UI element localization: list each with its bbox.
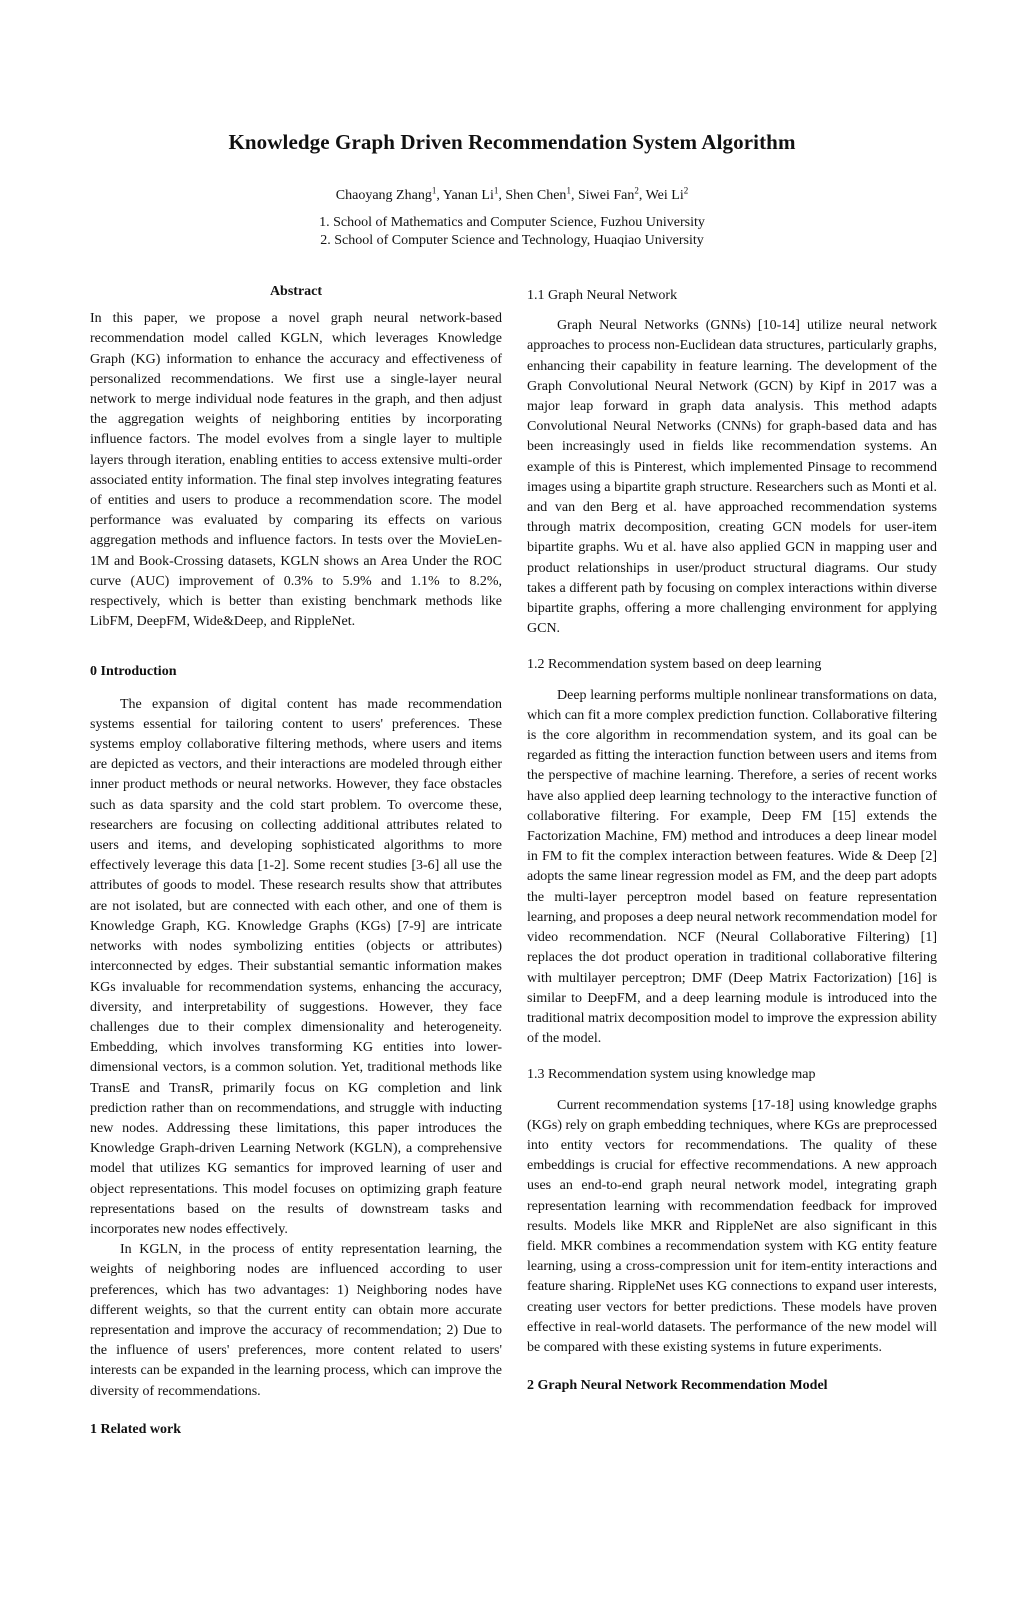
introduction-paragraph: In KGLN, in the process of entity representation learning, the weights of neighboring nodes are influenced according to user preferences, which has two advantages: 1) Neighboring nodes have different weights, so that the current entity can obtain more accurate representation and improve the accuracy of recommendation; 2) Due to the influence of users' preferences, more content related to users' interests can be expanded in the learning process, which can improve the diversity of recommendations. — [90, 1242, 502, 1399]
subsection-heading-knowledge-map: 1.3 Recommendation system using knowledge map — [527, 1067, 816, 1083]
affiliation-list — [0, 214, 1024, 250]
section-heading-related-work: 1 Related work — [90, 1421, 181, 1437]
affiliation: 2. School of Computer Science and Technology, Huaqiao University — [320, 233, 704, 248]
author-affiliation-mark: 2 — [683, 185, 689, 196]
section-heading-gnn-recommendation-model: 2 Graph Neural Network Recommendation Model — [527, 1378, 828, 1394]
subsection-heading-gnn: 1.1 Graph Neural Network — [527, 288, 678, 303]
left-column — [90, 282, 502, 1440]
section-heading-introduction: 0 Introduction — [90, 664, 177, 680]
author-affiliation-mark: 1 — [431, 185, 437, 196]
knowledge-map-paragraph: Current recommendation systems [17-18] using knowledge graphs (KGs) rely on graph embedding techniques, where KGs are preprocessed into entity vectors for recommendations. The quality of these embeddings is crucial for effective recommendations. A new approach uses an end-to-end graph neural network model, integrating graph representation learning with recommendation feedback for improved results. Models like MKR and RippleNet are also significant in this field. MKR combines a recommendation system with KG entity feature learning, using a cross-compression unit for item-entity interactions and feature sharing. RippleNet uses KG connections to expand user interests, creating user vectors for better predictions. These models have proven effective in real-world datasets. The performance of the new model will be compared with these existing systems in future experiments. — [527, 1097, 937, 1355]
right-column — [527, 286, 937, 1396]
author-affiliation-mark: 1 — [566, 185, 571, 196]
abstract-text: In this paper, we propose a novel graph neural network-based recommendation model called KGLN, which leverages Knowledge Graph (KG) information to enhance the accuracy and effectiveness of personalized recommendations. We first use a single-layer neural network to merge individual node features in the graph, and then adjust the aggregation weights of neighboring entities by incorporating influence factors. The model evolves from a single layer to multiple layers through iteration, enabling entities to access extensive multi-order associated entity information. The final step involves integrating features of entities and users to produce a recommendation score. The model performance was evaluated by comparing its effects on various aggregation methods and influence factors. In tests over the MovieLen-1M and Book-Crossing datasets, KGLN shows an Area Under the ROC curve (AUC) improvement of 0.3% to 5.9% and 1.1% to 8.2%, respectively, which is better than existing benchmark methods like LibFM, DeepFM, Wide&Deep, and RippleNet. — [90, 311, 502, 630]
introduction-paragraph: The expansion of digital content has made recommendation systems essential for tailoring content to users' preferences. These systems employ collaborative filtering methods, where users and items are depicted as vectors, and their interactions are modeled through either inner product methods or neural networks. However, they face obstacles such as data sparsity and the cold start problem. To overcome these, researchers are focusing on collecting additional attributes related to users and items, and developing sophisticated algorithms to more effectively leverage this data [1-2]. Some recent studies [3-6] all use the attributes of goods to model. These research results show that attributes are not isolated, but are connected with each other, and one of them is Knowledge Graph, KG. Knowledge Graphs (KGs) [7-9] are intricate networks with nodes symbolizing entities (objects or attributes) interconnected by edges. Their substantial semantic information makes KGs invaluable for recommendation systems, enhancing the accuracy, diversity, and interpretability of suggestions. However, they face challenges due to their complex dimensionality and heterogeneity. Embedding, which involves transforming KG entities into lower-dimensional vectors, is a common solution. Yet, traditional methods like TransE and TransR, primarily focus on KG completion and link prediction rather than on recommendations, and struggle with inducting new nodes. Addressing these limitations, this paper introduces the Knowledge Graph-driven Learning Network (KGLN), a comprehensive model that utilizes KG semantics for improved learning of user and object representations. This model focuses on optimizing graph feature representations based on the results of downstream tasks and incorporates new nodes effectively. — [90, 696, 502, 1237]
gnn-paragraph: Graph Neural Networks (GNNs) [10-14] utilize neural network approaches to process non-Euclidean data structures, particularly graphs, enhancing their capability in feature learning. The development of the Graph Convolutional Neural Network (GCN) by Kipf in 2017 was a major leap forward in graph data analysis. This method adapts Convolutional Neural Networks (CNNs) for graph-based data and has been increasingly used in fields like recommendation systems. An example of this is Pinterest, which implemented Pinsage to recommend images using a bipartite graph structure. Researchers such as Monti et al. and van den Berg et al. have approached recommendation systems through matrix decomposition, creating GCN models for user-item bipartite graphs. Wu et al. have also applied GCN in mapping user and product relationships in user/product structural diagrams. Our study takes a different path by focusing on complex interactions within diverse bipartite graphs, offering a more challenging environment for applying GCN. — [527, 318, 937, 637]
subsection-heading-deep-learning: 1.2 Recommendation system based on deep learning — [527, 657, 822, 673]
author-affiliation-mark: 2 — [634, 185, 639, 196]
affiliation: 1. School of Mathematics and Computer Science, Fuzhou University — [319, 215, 705, 230]
author: Yanan Li — [442, 188, 494, 203]
author-affiliation-mark: 1 — [493, 185, 499, 196]
abstract-heading: Abstract — [269, 284, 323, 299]
author-list: Chaoyang Zhang$^1$, Yanan Li$^1$, Shen Chen$^1$, Siwei Fan$^2$, Wei Li$^2$ — [335, 185, 689, 203]
deep-learning-paragraph: Deep learning performs multiple nonlinear transformations on data, which can fit a more complex prediction function. Collaborative filtering is the core algorithm in recommendation system, and its goal can be regarded as fitting the interaction function between users and items from the perspective of machine learning. Therefore, a series of recent works have also applied deep learning technology to the interactive function of collaborative filtering. For example, Deep FM [15] extends the Factorization Machine, FM) method and introduces a deep linear model in FM to fit the complex interaction between features. Wide & Deep [2] adopts the same linear regression model as FM, and the deep part adopts the multi-layer perceptron model based on feature representation learning, and proposes a deep neural network recommendation model for video recommendation. NCF (Neural Collaborative Filtering) [1] replaces the dot product operation in traditional collaborative filtering with multilayer perceptron; DMF (Deep Matrix Factorization) [16] is similar to DeepFM, and a deep learning module is introduced into the traditional matrix decomposition model to improve the expression ability of the model. — [527, 687, 937, 1047]
author: Chaoyang Zhang — [335, 188, 432, 203]
author: Siwei Fan — [577, 188, 635, 203]
paper-title: Knowledge Graph Driven Recommendation System Algorithm — [228, 130, 796, 154]
author: Shen Chen — [505, 188, 567, 203]
author: Wei Li — [645, 188, 684, 203]
